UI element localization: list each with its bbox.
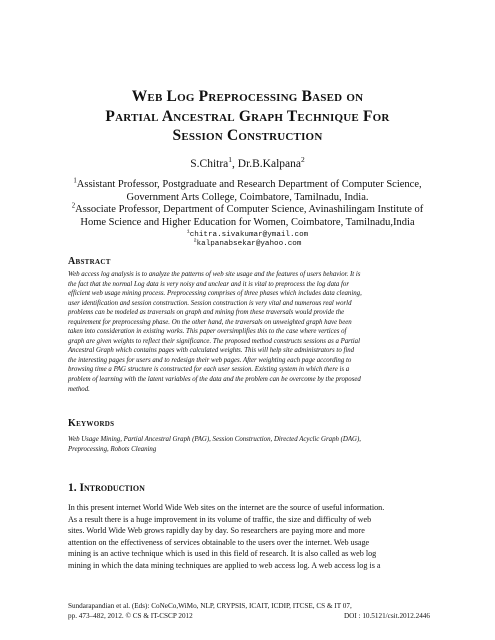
affiliation-line: Assistant Professor, Postgraduate and Research Department of Computer Science, [76, 179, 422, 190]
email-mark: 2 [193, 238, 197, 244]
author-list [40, 157, 455, 171]
email-2 [60, 240, 435, 250]
author-name: S.Chitra [190, 158, 229, 170]
abstract-line: method. [68, 385, 90, 393]
abstract-line: requirement for preprocessing phase. On the other hand, the traversals on unweighted graph have been [68, 318, 352, 326]
email-address[interactable]: kalpanabsekar@yahoo.com [196, 240, 302, 248]
affiliation-line: Government Arts College, Coimbatore, Tamilnadu, India. [126, 191, 369, 203]
author-mark: 1 [228, 155, 233, 165]
abstract-line: efficient web usage mining process. Preprocessing comprises of three phases which includes data cleaning, [68, 290, 362, 298]
introduction-heading: 1. Introduction [68, 482, 145, 494]
email-address[interactable]: chitra.sivakumar@ymail.com [189, 231, 309, 239]
footer-pages: pp. 473–482, 2012. © CS & IT-CSCP 2012 [68, 612, 193, 620]
footer-citation: Sundarapandian et al. (Eds): CoNeCo,WiMo, NLP, CRYPSIS, ICAIT, ICDIP, ITCSE, CS & IT 07, [68, 602, 352, 610]
keywords-line: Web Usage Mining, Partial Ancestral Graph (PAG), Session Construction, Directed Acyclic Graph (DAG), [68, 436, 361, 443]
title-line: Partial Ancestral Graph Technique For [105, 107, 390, 125]
affiliation-mark: 1 [73, 177, 77, 185]
abstract-line: problems can be modeled as traversals on graph and mining from these traversals would provide the [68, 309, 345, 317]
keywords-line: Preprocessing, Robots Cleaning [68, 445, 157, 453]
affiliation-line: Associate Professor, Department of Computer Science, Avinashilingam Institute of [75, 204, 424, 216]
abstract-body [68, 270, 430, 394]
abstract-line: problem of learning with the latent variables of the data and the problem can be overcome by the proposed [68, 376, 361, 384]
abstract-line: graph are given weights to reflect their significance. The proposed method constructs sessions as a Partial [68, 337, 360, 345]
footer-row [68, 611, 430, 621]
affiliation-line: Home Science and Higher Education for Women, Coimbatore, Tamilnadu,India [80, 216, 415, 228]
author-name: Dr.B.Kalpana [237, 158, 301, 170]
abstract-line: Ancestral Graph which contains pages with calculated weights. This will help site administrators to find [68, 347, 355, 355]
keywords-body [68, 435, 430, 454]
author-separator: , [232, 158, 238, 170]
affiliation-1 [60, 179, 435, 192]
introduction-line: In this present internet World Wide Web sites on the internet are the source of useful information. [68, 503, 385, 512]
footer-doi: DOI : 10.5121/csit.2012.2446 [343, 612, 430, 620]
affiliations [60, 179, 435, 229]
introduction-body [68, 502, 430, 572]
keywords-heading: Keywords [68, 418, 115, 429]
paper-title [40, 87, 455, 146]
title-line: Session Construction [172, 127, 323, 144]
affiliation-2 [60, 204, 435, 217]
title-line: Web Log Preprocessing Based on [131, 88, 364, 105]
introduction-line: As a result there is a huge improvement in its volume of traffic, the size and difficulty of web [68, 514, 372, 524]
abstract-line: the fact that the normal Log data is very noisy and unclear and it is vital to preprocess the log data for [68, 280, 350, 288]
abstract-line: browsing time a PAG structure is constructed for each user session. Existing system in which there is a [68, 366, 350, 374]
author-mark: 2 [301, 155, 305, 165]
abstract-line: user identification and session construction. Session construction is very vital and numerous real world [68, 299, 352, 307]
introduction-line: mining in which the data mining techniques are applied to web access log. A web access log is a [68, 560, 381, 570]
abstract-line: Web access log analysis is to analyze the patterns of web site usage and the features of users behavior. It is [68, 271, 361, 278]
affiliation-mark: 2 [71, 202, 76, 210]
abstract-heading: Abstract [68, 256, 111, 267]
abstract-line: the interesting pages for users and to redesign their web pages. After weighting each page according to [68, 356, 352, 364]
introduction-line: attention on the effectiveness of services obtainable to the users over the internet. Web usage [68, 537, 370, 547]
introduction-line: mining is an active technique which is used in this field of research. It is also called as web log [68, 549, 377, 559]
abstract-line: taken into consideration in existing works. This paper oversimplifies this to the case where vertices of [68, 328, 347, 336]
email-mark: 1 [186, 229, 190, 235]
introduction-line: sites. World Wide Web grows rapidly day by day. So researchers are paying more and more [68, 526, 365, 536]
page-footer [68, 601, 430, 621]
